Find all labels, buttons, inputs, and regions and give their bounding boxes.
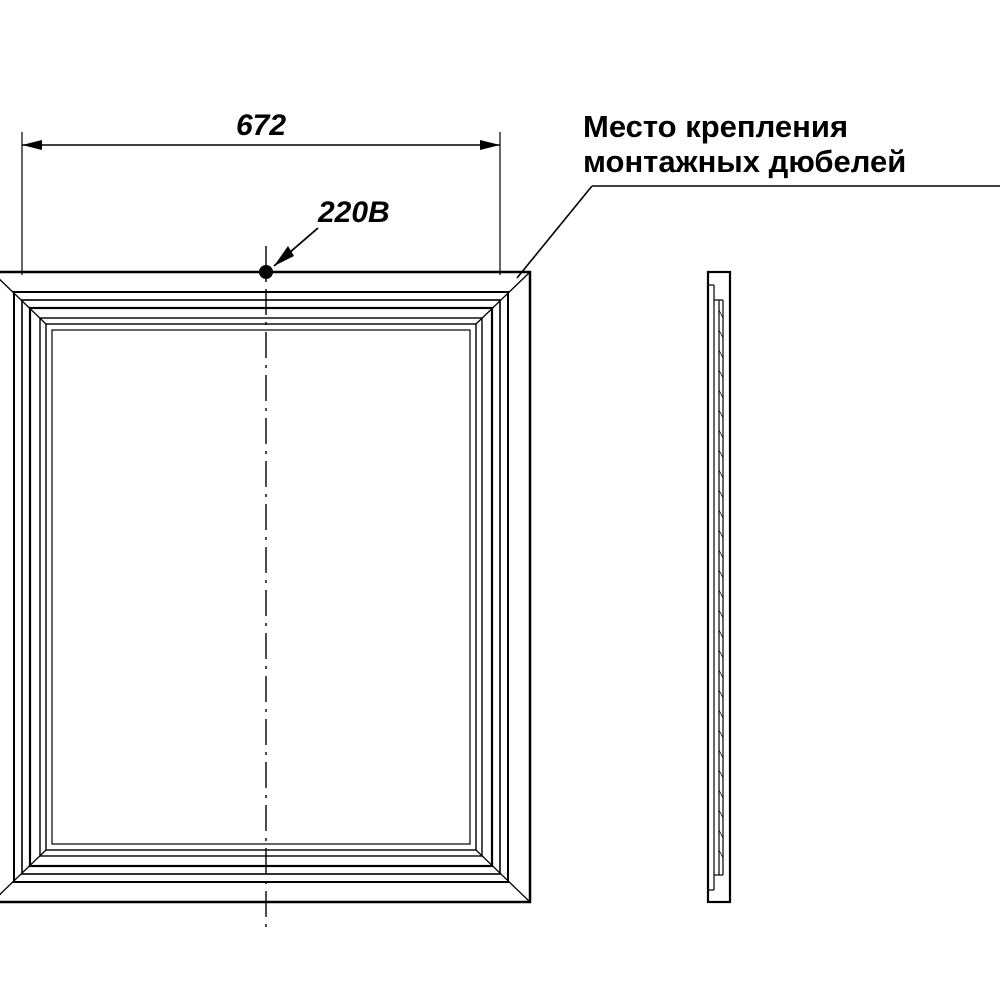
front-bevel-4 bbox=[40, 318, 482, 856]
mount-note bbox=[517, 109, 1000, 278]
voltage-label: 220В bbox=[318, 196, 390, 229]
miter-bottom-left bbox=[0, 850, 46, 902]
width-dimension bbox=[22, 109, 500, 275]
miter-top-right bbox=[476, 272, 530, 324]
voltage-callout bbox=[259, 196, 390, 279]
dim-arrow-right bbox=[480, 140, 500, 150]
front-bevel-1 bbox=[14, 292, 508, 882]
front-view-frame bbox=[0, 246, 530, 930]
miter-top-left bbox=[0, 272, 46, 324]
miter-bottom-right bbox=[476, 850, 530, 902]
dim-arrow-left bbox=[22, 140, 42, 150]
mount-note-leader-line bbox=[517, 186, 592, 278]
side-view-profile bbox=[708, 272, 730, 902]
mount-note-line1: Место крепления bbox=[583, 109, 849, 144]
front-bevel-5 bbox=[46, 324, 476, 850]
front-inner-glass bbox=[52, 330, 470, 844]
width-dimension-label: 672 bbox=[235, 109, 287, 142]
front-bevel-2 bbox=[22, 300, 500, 874]
mount-note-line2: монтажных дюбелей bbox=[583, 144, 907, 179]
voltage-point-marker bbox=[259, 265, 273, 279]
front-bevel-3 bbox=[30, 308, 492, 866]
front-outer-rect bbox=[0, 272, 530, 902]
voltage-leader-arrow bbox=[274, 246, 294, 266]
